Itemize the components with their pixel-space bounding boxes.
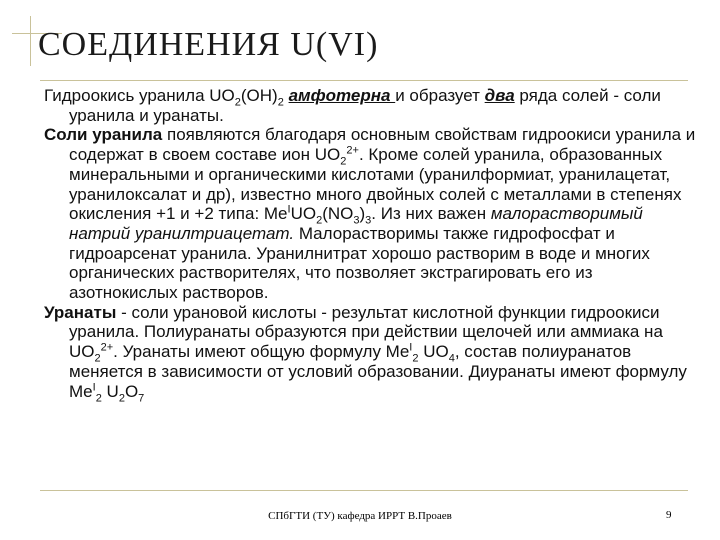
paragraph-hydroxide — [44, 86, 696, 125]
subscript: 2 — [234, 96, 241, 109]
text-run: ) — [359, 204, 366, 224]
emphasis-two: два — [484, 86, 515, 105]
decor-vertical-line — [30, 16, 31, 66]
footer-text: СПбГТИ (ТУ) кафедра ИРРТ В.Проаев — [268, 510, 452, 522]
subscript: 2 — [94, 352, 101, 365]
subscript: 2 — [316, 214, 323, 227]
text-run: . Кроме солей уранила, образованных минеральными и органическими кислотами (уранилформиат, уранилацетат, уранилоксалат и др), известно много двойных солей с металлами в степенях окисления +1 и +2 типа: Me — [69, 145, 682, 224]
subscript: 2 — [95, 391, 102, 404]
subscript: 3 — [365, 214, 372, 227]
text-run: UO — [290, 204, 317, 224]
text-run: UO — [418, 342, 449, 362]
subscript: 2 — [340, 155, 347, 168]
text-run: появляются благодаря основным свойствам гидроокиси уранила и содержат в своем составе ион UO — [69, 125, 696, 165]
subscript: 7 — [138, 391, 145, 404]
slide-body — [44, 86, 696, 404]
paragraph-uranyl-salts — [44, 125, 696, 302]
text-run: . Уранаты имеют общую формулу Me — [113, 342, 410, 362]
emphasis-amphoteric: амфотерна — [288, 86, 396, 105]
term-uranates: Уранаты — [44, 302, 117, 322]
superscript: 2+ — [346, 144, 359, 157]
text-run: (OH) — [240, 86, 278, 105]
emphasis-sodium-uranyl-triacetate: малорастворимый натрий уранилтриацетат. — [69, 204, 643, 243]
text-run: U — [101, 381, 119, 401]
subscript: 2 — [118, 391, 125, 404]
subscript: 2 — [277, 96, 284, 109]
subscript: 4 — [448, 352, 455, 365]
superscript: I — [409, 341, 413, 354]
superscript: 2+ — [100, 341, 114, 354]
superscript: I — [287, 203, 291, 216]
text-run: Малорастворимы также гидрофосфат и гидроарсенат уранила. Уранилнитрат хорошо растворим в воде и многих органических растворителях, что позволяет экстрагировать его из азотнокислых растворов. — [69, 223, 650, 303]
paragraph-uranates — [44, 303, 696, 402]
superscript: I — [92, 380, 96, 393]
text-run: O — [124, 381, 139, 401]
term-uranyl-salts: Соли уранила — [44, 125, 163, 145]
subscript: 3 — [353, 214, 360, 227]
footer-divider — [40, 490, 688, 491]
text-run: (NO — [322, 204, 354, 224]
text-run: и образует — [395, 86, 485, 105]
slide-title: СОЕДИНЕНИЯ U(VI) — [38, 26, 379, 63]
page-number: 9 — [666, 509, 672, 521]
text-run: Гидроокись уранила UO — [44, 86, 235, 105]
subscript: 2 — [412, 352, 419, 365]
text-run: . Из них важен — [371, 204, 491, 224]
text-run: - соли урановой кислоты - результат кислотной функции гидроокиси уранила. Полиуранаты образуются при действии щелочей или аммиака на UO — [69, 302, 663, 362]
title-divider — [40, 80, 688, 81]
text-run: , состав полиуранатов меняется в зависимости от условий образовании. Диуранаты имеют формулу Me — [69, 342, 687, 401]
text-run: ряда солей - соли уранила и уранаты. — [69, 86, 661, 125]
